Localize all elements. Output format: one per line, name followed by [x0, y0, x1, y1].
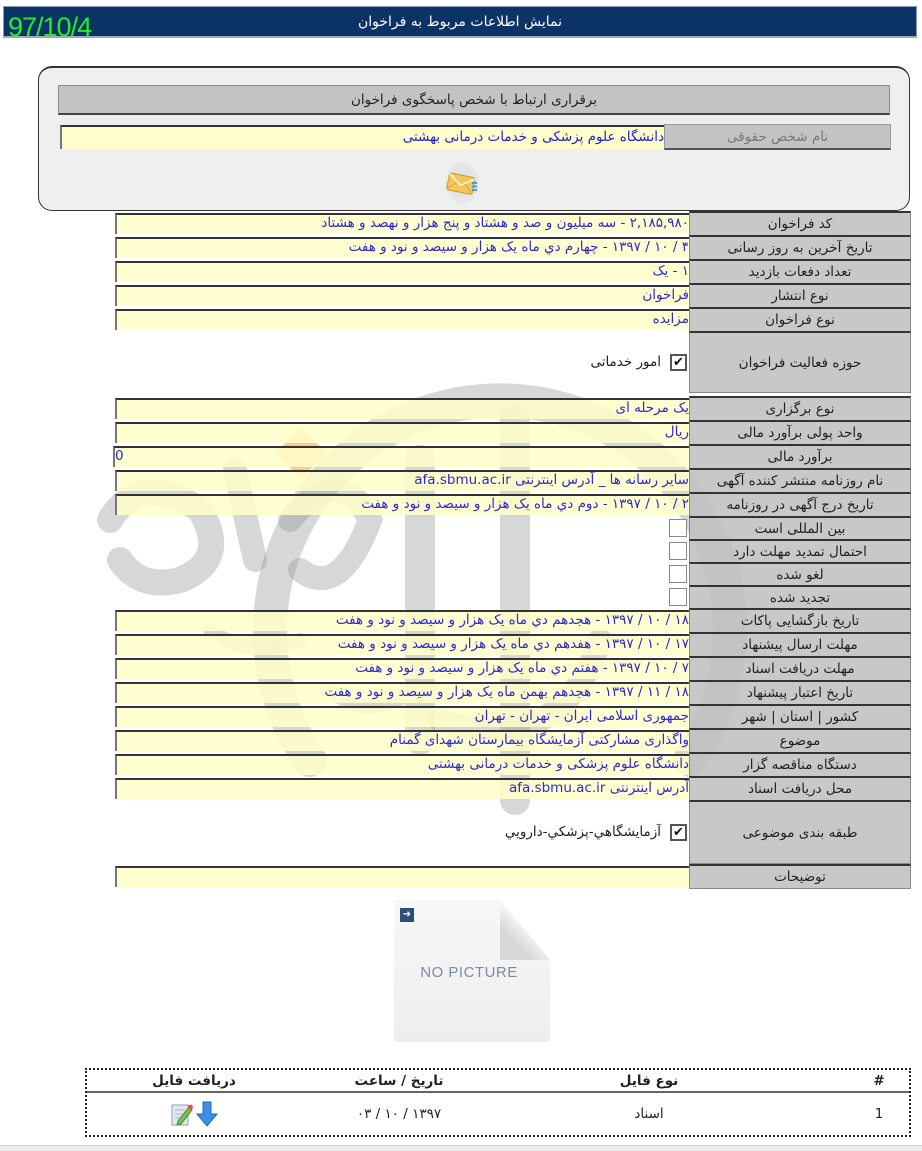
row-validity-date [115, 680, 911, 705]
file-type: اسناد [634, 1106, 664, 1122]
row-label: دستگاه مناقصه گزار [689, 752, 911, 777]
legal-person-row [60, 124, 891, 150]
row-label: مهلت دریافت اسناد [689, 656, 911, 681]
category-checkbox[interactable]: ✔ [670, 824, 687, 841]
row-label: نوع انتشار [689, 283, 911, 308]
download-actions [170, 1101, 218, 1127]
send-message-button[interactable] [445, 162, 479, 204]
row-label: تاریخ بازگشایی پاکات [689, 608, 911, 633]
row-label: کشور | استان | شهر [689, 704, 911, 729]
row-value: ۱۸ / ۱۰ / ۱۳۹۷ - هجدهم دي ماه یک هزار و سیصد و نود و هفت [115, 610, 689, 631]
row-value [115, 866, 689, 887]
envelope-icon [445, 162, 479, 204]
category-option-label: آزمایشگاهي-پزشکي-دارويي [504, 824, 661, 840]
international-checkbox[interactable] [669, 519, 687, 537]
renewed-checkbox[interactable] [669, 588, 687, 606]
legal-person-value: دانشگاه علوم پزشکی و خدمات درمانی بهشتی [60, 125, 664, 149]
row-estimate [115, 444, 911, 469]
extension-possible-checkbox[interactable] [669, 542, 687, 560]
row-checkbox-cell [115, 516, 689, 540]
row-label: طبقه بندی موضوعی [689, 800, 911, 864]
row-newspaper-date [115, 492, 911, 517]
row-subject [115, 728, 911, 753]
activity-area-option-label: امور خدماتی [590, 354, 661, 370]
row-value: ۲,۱۸۵,۹۸۰ - سه میلیون و صد و هشتاد و پنج هزار و نهصد و هشتاد [115, 213, 689, 234]
row-organizer [115, 752, 911, 777]
row-value: واگذاری مشارکتی آزمایشگاه بیمارستان شهدای گمنام [115, 730, 689, 751]
row-category [115, 800, 911, 864]
row-docs-location [115, 776, 911, 801]
row-label: برآورد مالی [689, 444, 911, 469]
row-value: ریال [115, 422, 689, 443]
row-currency [115, 420, 911, 445]
row-checkbox-cell [115, 539, 689, 563]
files-table [85, 1068, 911, 1137]
row-value: فراخوان [115, 285, 689, 306]
row-checkbox-cell [115, 562, 689, 586]
row-label: موضوع [689, 728, 911, 753]
page-fold-icon [500, 900, 550, 960]
col-header-download: دریافت فایل [152, 1072, 236, 1089]
row-description [115, 864, 911, 889]
activity-area-options [115, 331, 689, 393]
file-date: ۱۳۹۷ / ۱۰ / ۰۳ [356, 1106, 442, 1122]
call-image-placeholder [390, 898, 558, 1048]
shortcut-arrow-icon: ➜ [400, 908, 414, 922]
contact-panel [38, 66, 910, 211]
row-label: لغو شده [689, 562, 911, 586]
row-last-update [115, 235, 911, 260]
row-label: مهلت ارسال پیشنهاد [689, 632, 911, 657]
contact-panel-title: برقراری ارتباط با شخص پاسخگوی فراخوان [58, 85, 890, 115]
row-label: نوع برگزاری [689, 396, 911, 421]
row-label: توضیحات [689, 864, 911, 889]
row-value: آدرس اینترنتی afa.sbmu.ac.ir [115, 778, 689, 799]
row-value: ۱ - یک [115, 261, 689, 282]
row-label: کد فراخوان [689, 211, 911, 236]
row-value: ۲ / ۱۰ / ۱۳۹۷ - دوم دي ماه یک هزار و سیصد و نود و هفت [115, 494, 689, 515]
category-options [115, 800, 689, 864]
row-location [115, 704, 911, 729]
row-value: ۴ / ۱۰ / ۱۳۹۷ - چهارم دي ماه یک هزار و سیصد و نود و هفت [115, 237, 689, 258]
row-holding-type [115, 396, 911, 421]
legal-person-label: نام شخص حقوقی [664, 124, 891, 150]
activity-area-checkbox[interactable]: ✔ [670, 354, 687, 371]
row-label: تاریخ آخرین به روز رسانی [689, 235, 911, 260]
row-value: ۱۷ / ۱۰ / ۱۳۹۷ - هفدهم دي ماه یک هزار و سیصد و نود و هفت [115, 634, 689, 655]
col-header-number: # [873, 1072, 885, 1089]
row-value: یک مرحله ای [115, 398, 689, 419]
row-label: تاریخ درج آگهی در روزنامه [689, 492, 911, 517]
page-header [3, 6, 917, 42]
footer-divider [0, 1145, 922, 1151]
cancelled-checkbox[interactable] [669, 565, 687, 583]
row-value: ۷ / ۱۰ / ۱۳۹۷ - هفتم دي ماه یک هزار و سیصد و نود و هفت [115, 658, 689, 679]
row-value: 0 [113, 446, 689, 467]
row-cancelled [115, 562, 911, 586]
row-label: بین المللی است [689, 516, 911, 540]
row-extension-possible [115, 539, 911, 563]
file-number: 1 [874, 1106, 884, 1122]
files-table-header [87, 1070, 909, 1093]
edit-document-icon[interactable] [170, 1101, 194, 1127]
row-newspaper [115, 468, 911, 493]
row-label: تجدید شده [689, 585, 911, 609]
row-value: جمهوری اسلامی ایران - تهران - تهران [115, 706, 689, 727]
row-value: دانشگاه علوم پزشکی و خدمات درمانی بهشتی [115, 754, 689, 775]
row-submit-deadline [115, 632, 911, 657]
row-renewed [115, 585, 911, 609]
row-visits [115, 259, 911, 284]
row-international [115, 516, 911, 540]
table-row [87, 1095, 909, 1133]
no-picture-text: NO PICTURE [420, 964, 518, 981]
row-activity-area [115, 331, 911, 393]
row-publish-type [115, 283, 911, 308]
row-label: نوع فراخوان [689, 307, 911, 332]
row-label: تعداد دفعات بازدید [689, 259, 911, 284]
row-opening-date [115, 608, 911, 633]
file-download-cell [119, 1095, 269, 1133]
row-value: مزایده [115, 309, 689, 330]
row-checkbox-cell [115, 585, 689, 609]
row-label: احتمال تمدید مهلت دارد [689, 539, 911, 563]
header-date: 97/10/4 [8, 12, 92, 42]
row-value: سایر رسانه ها _ آدرس اینترنتی afa.sbmu.ac.ir [115, 470, 689, 491]
col-header-file-type: نوع فایل [619, 1072, 679, 1089]
download-arrow-icon[interactable] [196, 1101, 218, 1127]
row-docs-deadline [115, 656, 911, 681]
row-value: ۱۸ / ۱۱ / ۱۳۹۷ - هجدهم بهمن ماه یک هزار و سیصد و نود و هفت [115, 682, 689, 703]
row-code [115, 211, 911, 236]
row-label: واحد پولی برآورد مالی [689, 420, 911, 445]
row-label: محل دریافت اسناد [689, 776, 911, 801]
row-call-type [115, 307, 911, 332]
col-header-date: تاریخ / ساعت [354, 1072, 444, 1089]
row-label: نام روزنامه منتشر کننده آگهی [689, 468, 911, 493]
row-label: تاریخ اعتبار پیشنهاد [689, 680, 911, 705]
page-title: نمایش اطلاعات مربوط به فراخوان [357, 14, 563, 30]
row-label: حوزه فعالیت فراخوان [689, 331, 911, 393]
